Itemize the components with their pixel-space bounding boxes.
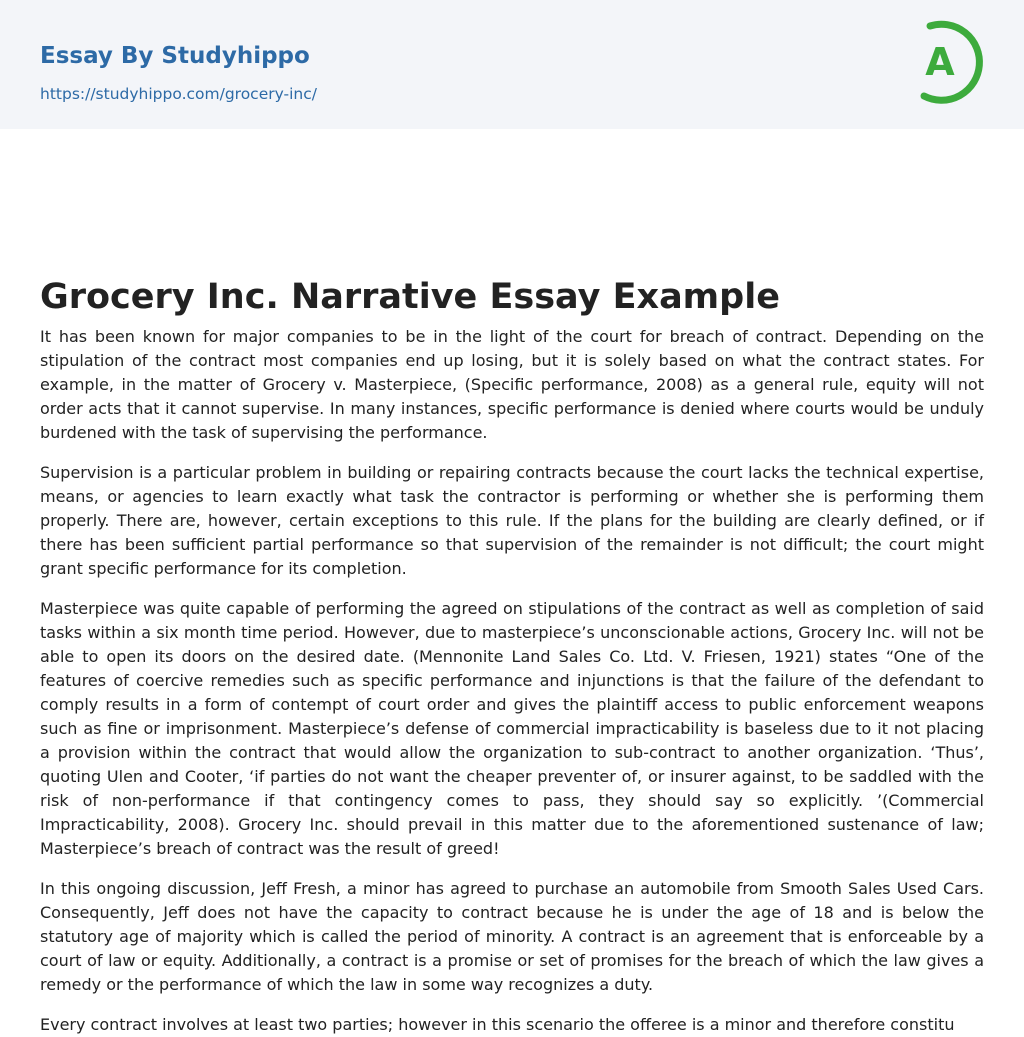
circle-a-logo-icon[interactable] <box>912 18 988 106</box>
article-body <box>40 325 984 1037</box>
site-header <box>0 0 1024 129</box>
article-paragraph-2: Supervision is a particular problem in building or repairing contracts because the court lacks the technical expertise, means, or agencies to learn exactly what task the contractor is performing or whether she is performing them properly. There are, however, certain exceptions to this rule. If the plans for the building are clearly defined, or if there has been sufficient partial performance so that supervision of the remainder is not difficult; the court might grant specific performance for its completion. <box>40 463 984 578</box>
logo-letter: A <box>925 40 955 84</box>
article-title: Grocery Inc. Narrative Essay Example <box>40 277 780 317</box>
site-brand[interactable]: Essay By Studyhippo <box>40 43 310 69</box>
article-paragraph-1: It has been known for major companies to be in the light of the court for breach of contract. Depending on the stipulation of the contract most companies end up losing, but it is solely based on what the contract states. For example, in the matter of Grocery v. Masterpiece, (Specific performance, 2008) as a general rule, equity will not order acts that it cannot supervise. In many instances, specific performance is denied where courts would be unduly burdened with the task of supervising the performance. <box>40 327 984 442</box>
article-paragraph-3: Masterpiece was quite capable of performing the agreed on stipulations of the contract as well as completion of said tasks within a six month time period. However, due to masterpiece’s unconscionable actions, Grocery Inc. will not be able to open its doors on the desired date. (Mennonite Land Sales Co. Ltd. V. Friesen, 1921) states “One of the features of coercive remedies such as specific performance and injunctions is that the failure of the defendant to comply results in a form of contempt of court order and gives the plaintiff access to public enforcement weapons such as fine or imprisonment. Masterpiece’s defense of commercial impracticability is baseless due to it not placing a provision within the contract that would allow the organization to sub-contract to another organization. ‘Thus’, quoting Ulen and Cooter, ‘if parties do not want the cheaper preventer of, or insurer against, to be saddled with the risk of non-performance if that contingency comes to pass, they should say so explicitly. ’(Commercial Impracticability, 2008). Grocery Inc. should prevail in this matter due to the aforementioned sustenance of law; Masterpiece’s breach of contract was the result of greed! <box>40 599 984 858</box>
article-paragraph-5: Every contract involves at least two parties; however in this scenario the offeree is a minor and therefore constitu <box>40 1015 955 1034</box>
article-paragraph-4: In this ongoing discussion, Jeff Fresh, a minor has agreed to purchase an automobile from Smooth Sales Used Cars. Consequently, Jeff does not have the capacity to contract because he is under the age of 18 and is below the statutory age of majority which is called the period of minority. A contract is an agreement that is enforceable by a court of law or equity. Additionally, a contract is a promise or set of promises for the breach of which the law gives a remedy or the performance of which the law in some way recognizes a duty. <box>40 879 984 994</box>
page-url-link[interactable]: https://studyhippo.com/grocery-inc/ <box>40 85 317 103</box>
article <box>0 129 1024 1037</box>
